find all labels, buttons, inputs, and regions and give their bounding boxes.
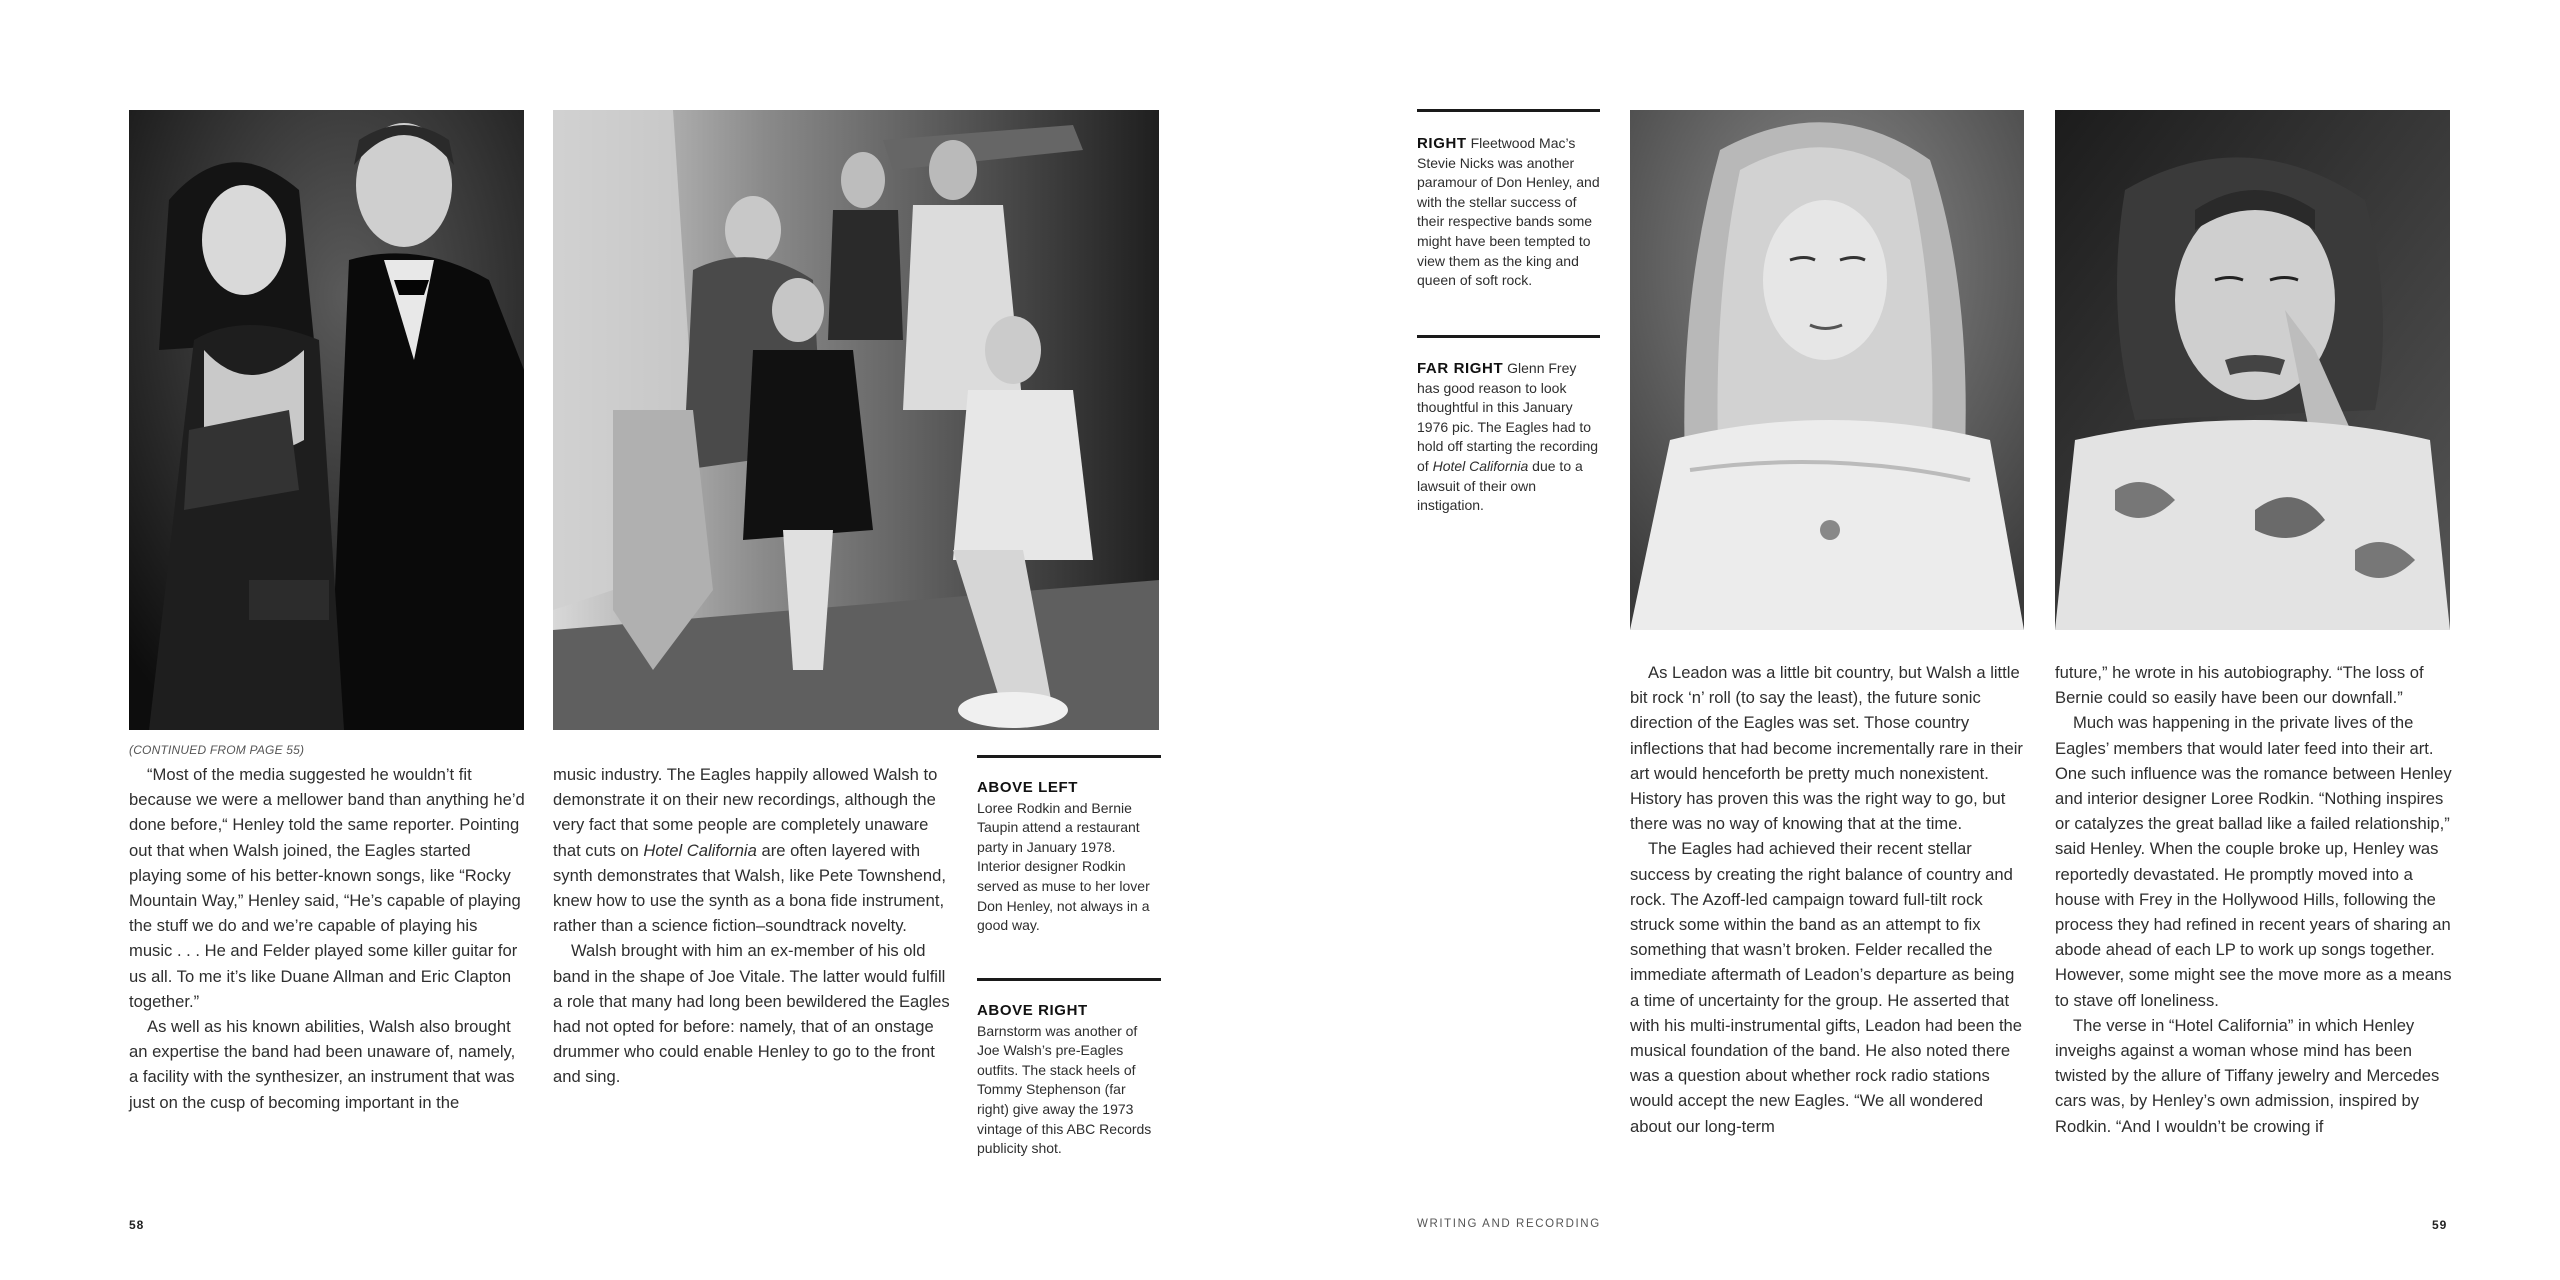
body-column-4 [2055,660,2452,1139]
photo-barnstorm-band [553,110,1159,730]
running-head: WRITING AND RECORDING [1417,1218,1601,1230]
paragraph: As well as his known abilities, Walsh also brought an expertise the band had been unaware of, namely, a facility with the synthesizer, an instrument that was just on the cusp of becoming important in the [129,1017,516,1112]
paragraph: The verse in “Hotel California” in which Henley inveighs against a woman whose mind has been twisted by the allure of Tiffany jewelry and Mercedes cars was, by Henley’s own admission, inspired by Rodkin. “And I wouldn’t be crowing if [2055,1015,2440,1136]
caption-rule [977,978,1161,981]
page-number-right: 59 [2432,1218,2448,1232]
caption-far-right [1417,359,1600,516]
paragraph: Walsh brought with him an ex-member of his old band in the shape of Joe Vitale. The latter would fulfill a role that many had long been bewildered the Eagles had not opted for before: namely, that of an onstage drummer who could enable Henley to go to the front and sing. [553,941,950,1087]
caption-text: Barnstorm was another of Joe Walsh’s pre-Eagles outfits. The stack heels of Tommy Stephenson (far right) give away the 1973 vintage of this ABC Records publicity shot. [977,1022,1152,1157]
caption-rule [1417,335,1600,338]
paragraph: Much was happening in the private lives of the Eagles’ members that would later feed into their art. One such influence was the romance between Henley and interior designer Loree Rodkin. “Nothing inspires or catalyzes the great ballad like a failed relationship,” said Henley. When the couple broke up, Henley was reportedly devastated. He promptly moved into a house with Frey in the Hollywood Hills, following the process they had refined in recent years of sharing an abode ahead of each LP to work up songs together. However, some might see the move more as a means to stave off loneliness. [2055,713,2452,1010]
caption-head: FAR RIGHT [1417,360,1504,377]
caption-head: ABOVE RIGHT [977,1002,1088,1019]
caption-rule [977,755,1161,758]
paragraph: future,” he wrote in his autobiography. “The loss of Bernie could so easily have been our downfall.” [2055,663,2424,708]
caption-above-right [977,1001,1161,1159]
caption-italic: Hotel California [1432,457,1529,474]
body-column-2 [553,762,950,1090]
page-number-left: 58 [129,1218,145,1232]
photo-stevie-nicks [1630,110,2024,630]
paragraph: music industry. The Eagles happily allowed Walsh to demonstrate it on their new recordings, although the very fact that some people are completely unaware that cuts on Hotel California are often layered with synth demonstrates that Walsh, like Pete Townshend, knew how to use the synth as a bona fide instrument, rather than a science fiction–soundtrack novelty. [553,765,946,936]
caption-text: Fleetwood Mac’s Stevie Nicks was another paramour of Don Henley, and with the stellar success of their respective bands some might have been tempted to view them as the king and queen of soft rock. [1417,135,1600,289]
paragraph: As Leadon was a little bit country, but Walsh a little bit rock ‘n’ roll (to say the least), the future sonic direction of the Eagles was set. Those country inflections that had become incrementally rare in their art would henceforth be pretty much nonexistent. History has proven this was the right way to go, but there was no way of knowing that at the time. [1630,663,2023,834]
caption-head: RIGHT [1417,135,1467,152]
caption-right [1417,134,1600,291]
photo-glenn-frey [2055,110,2450,630]
caption-text: Loree Rodkin and Bernie Taupin attend a restaurant party in January 1978. Interior designer Rodkin served as muse to her lover Don Henley, not always in a good way. [977,799,1150,934]
caption-rule [1417,109,1600,112]
paragraph: “Most of the media suggested he wouldn’t fit because we were a mellower band than anything he’d done before,“ Henley told the same reporter. Pointing out that when Walsh joined, the Eagles started playing some of his better-known songs, like “Rocky Mountain Way,” Henley said, “He’s capable of playing the stuff we do and we’re capable of playing his music . . . He and Felder played some killer guitar for us all. To me it’s like Duane Allman and Eric Clapton together.” [129,765,525,1011]
caption-text: Glenn Frey has good reason to look thoughtful in this January 1976 pic. The Eagles had to hold off starting the recording of [1417,360,1599,474]
caption-text: due to a lawsuit of their own instigation. [1417,457,1583,514]
caption-above-left [977,778,1161,936]
paragraph: The Eagles had achieved their recent stellar success by creating the right balance of country and rock. The Azoff-led campaign toward full-tilt rock struck some within the band as an attempt to fix something that wasn’t broken. Felder recalled the immediate aftermath of Leadon’s departure as being a time of uncertainty for the group. He asserted that with his multi-instrumental gifts, Leadon had been the musical foundation of the band. He also noted there was a question about whether rock radio stations would accept the new Eagles. “We all wondered about our long-term [1630,839,2023,1136]
photo-rodkin-taupin [129,110,524,730]
body-column-3 [1630,660,2026,1139]
caption-head: ABOVE LEFT [977,779,1079,796]
continued-note: (CONTINUED FROM PAGE 55) [129,743,305,757]
body-column-1 [129,762,525,1115]
